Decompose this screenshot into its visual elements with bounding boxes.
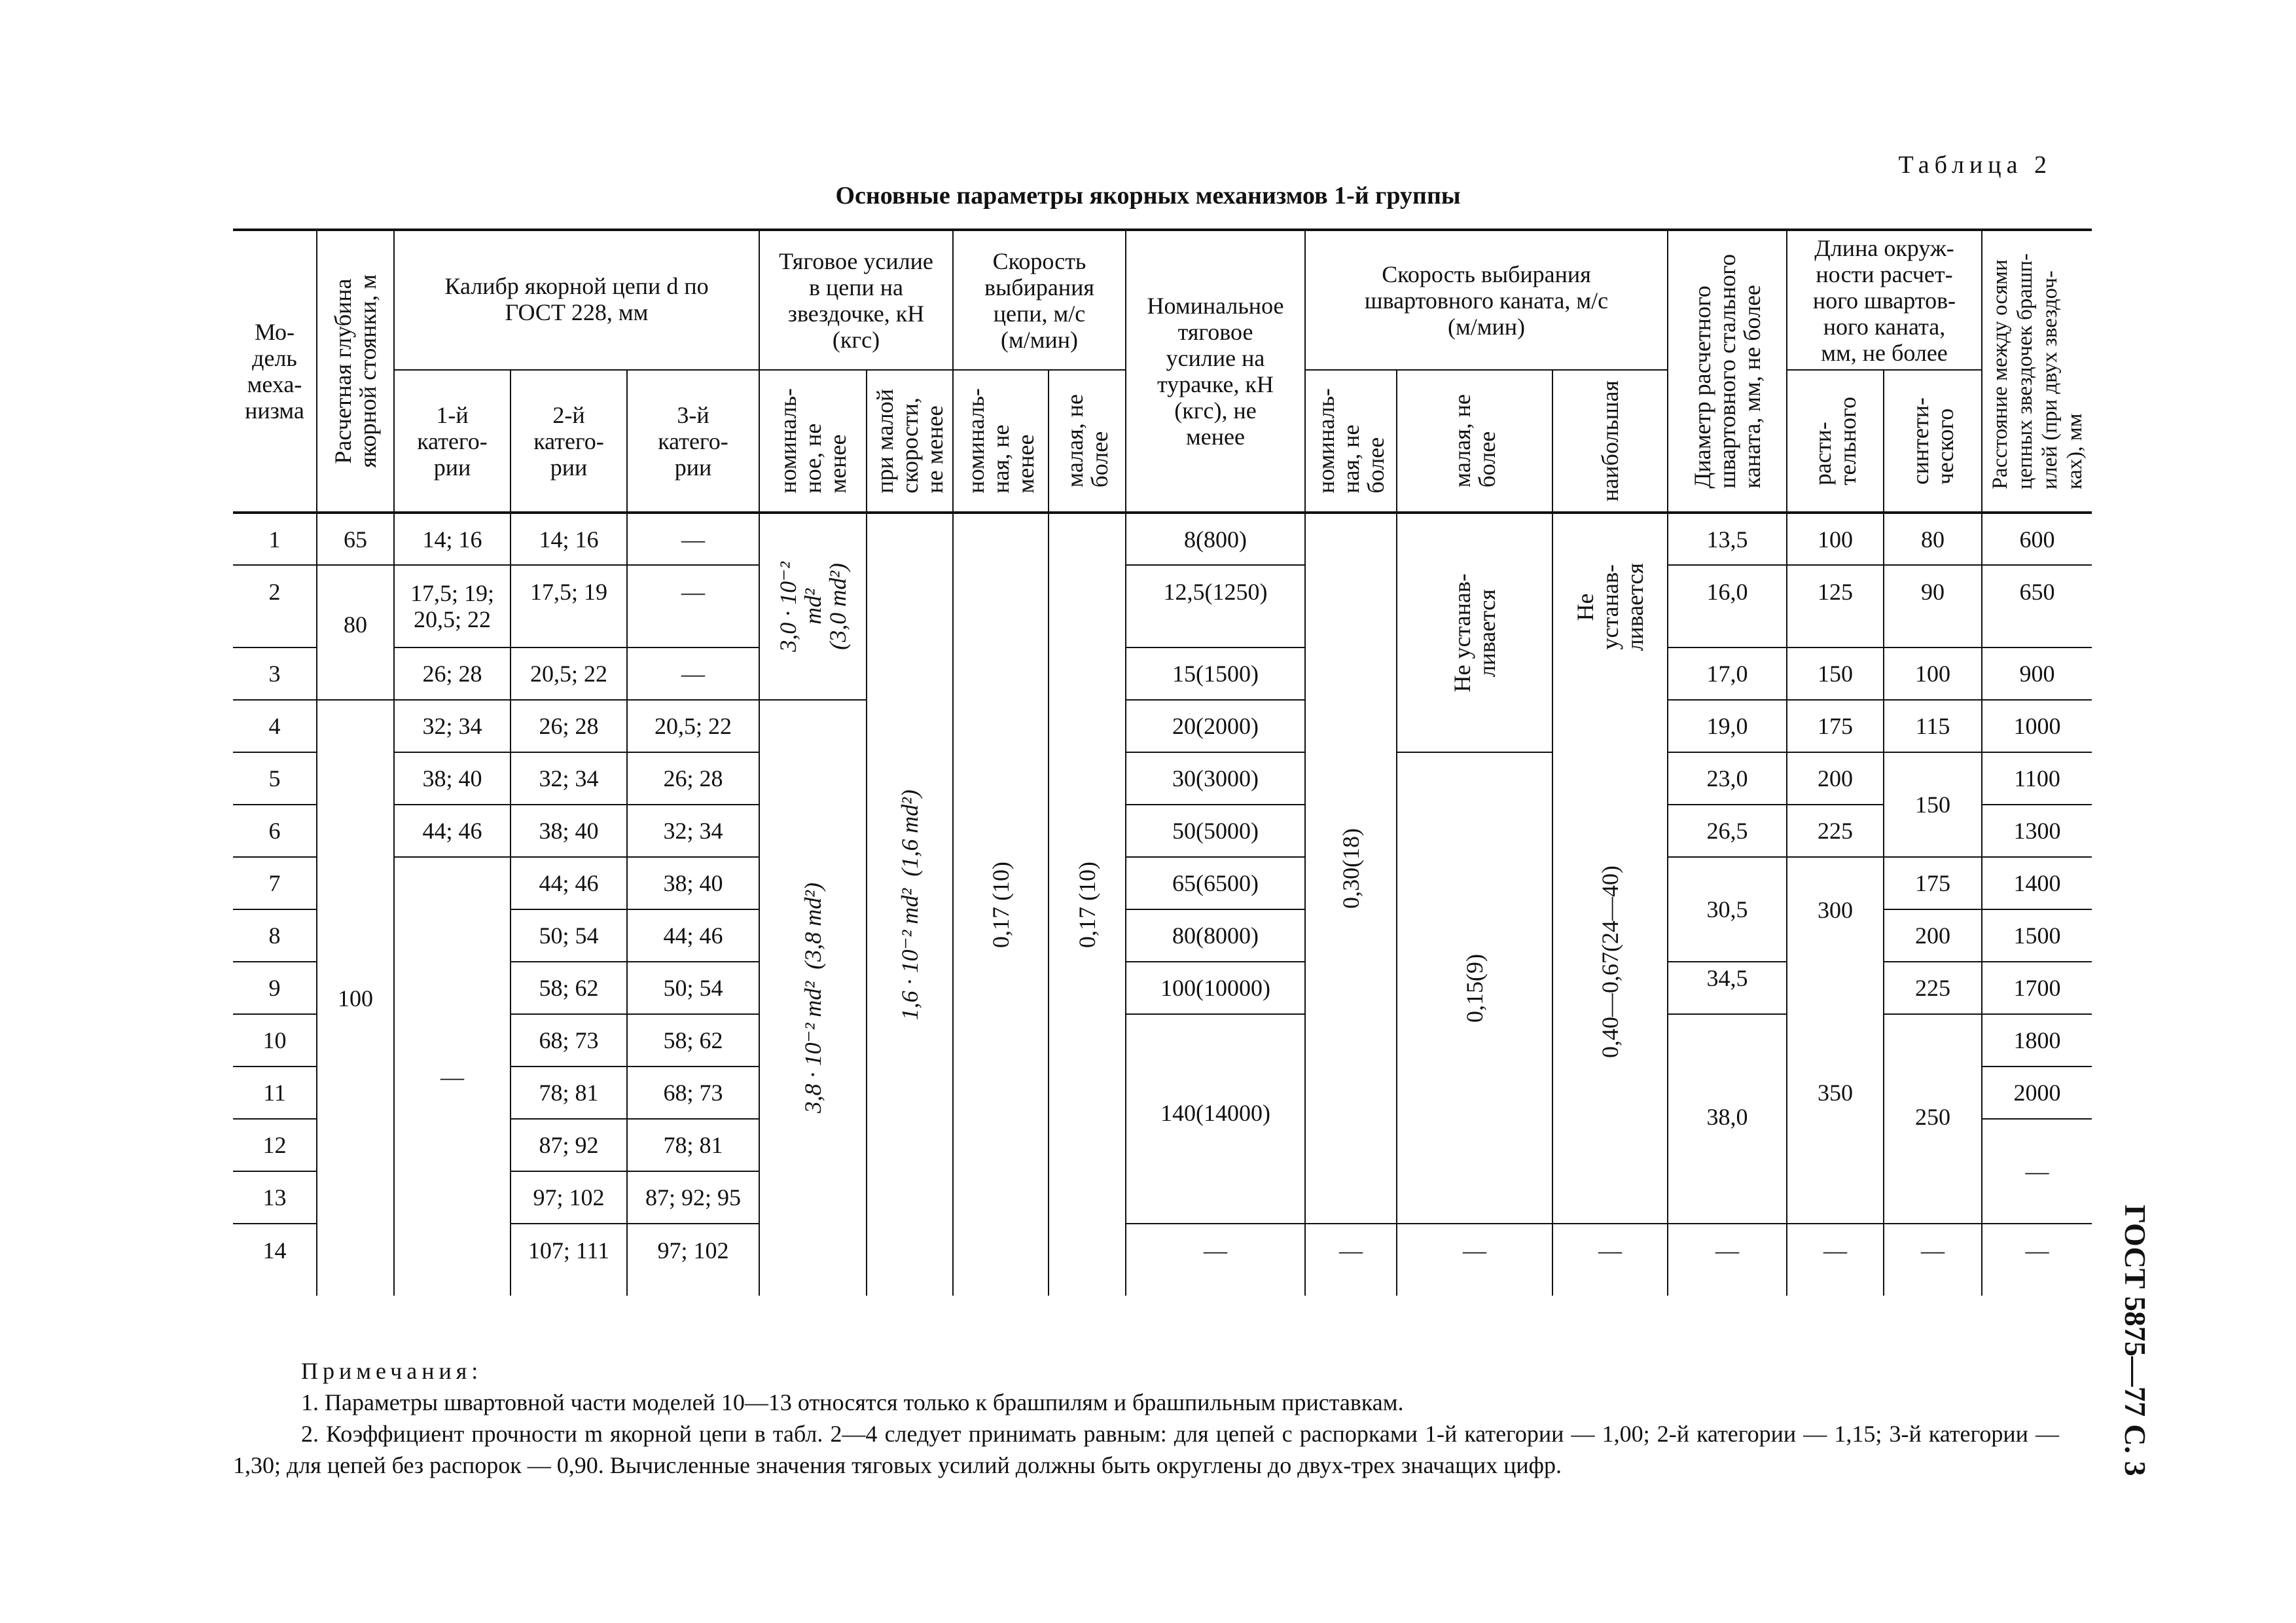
cat3-cell: 97; 102	[627, 1224, 759, 1296]
table-row	[233, 700, 2092, 752]
turachka-cell: 8(800)	[1126, 513, 1305, 565]
cat1-cell: 38; 40	[394, 752, 511, 805]
header-row-1	[233, 230, 2092, 370]
model-cell: 1	[233, 513, 317, 565]
note-item: 1. Параметры швартовной части моделей 10—13 относятся только к брашпилям и брашпильным приставкам.	[301, 1389, 1404, 1415]
cat3-cell: 44; 46	[627, 909, 759, 962]
standard-page-label: ГОСТ 5875—77 С. 3	[2119, 1205, 2152, 1476]
plant-cell: 125	[1787, 565, 1884, 647]
turachka-cell: 80(8000)	[1126, 909, 1305, 962]
cat3-cell: 20,5; 22	[627, 700, 759, 752]
header-cat2: 2-й катего- рии	[511, 370, 627, 513]
distance-cell: 1700	[1982, 962, 2092, 1014]
table-row	[233, 565, 2092, 647]
header-rope-diameter: Диаметр расчетного швартовного стального каната, мм, не более	[1668, 230, 1787, 513]
header-moor-nominal: номиналь- ная, не более	[1305, 370, 1397, 513]
cat2-cell: 44; 46	[511, 857, 627, 909]
header-speed-nominal: номиналь- ная, не менее	[953, 370, 1049, 513]
header-model: Мо- дель меха- низма	[233, 230, 317, 513]
distance-cell: 1000	[1982, 700, 2092, 752]
distance-cell: 1300	[1982, 805, 2092, 857]
turachka-cell: 12,5(1250)	[1126, 565, 1305, 647]
cat2-cell: 26; 28	[511, 700, 627, 752]
rope-cell: —	[1668, 1224, 1787, 1296]
plant-cell: 150	[1787, 647, 1884, 700]
notes-block	[233, 1355, 2059, 1481]
distance-cell: 1800	[1982, 1014, 2092, 1067]
model-cell: 11	[233, 1067, 317, 1119]
cat3-cell: 58; 62	[627, 1014, 759, 1067]
model-cell: 10	[233, 1014, 317, 1067]
synth-cell: 175	[1884, 857, 1982, 909]
header-pull-nominal: номиналь- ное, не менее	[759, 370, 867, 513]
synth-cell: 100	[1884, 647, 1982, 700]
parameters-table	[233, 228, 2092, 1296]
synth-cell: —	[1884, 1224, 1982, 1296]
speed-low-merged: 0,17 (10)	[1049, 513, 1126, 1296]
header-turachka: Номинальное тяговое усилие на турачке, кН (кгс), не менее	[1126, 230, 1305, 513]
synth-cell: 115	[1884, 700, 1982, 752]
table-row	[233, 805, 2092, 857]
header-moor-max: наибольшая	[1552, 370, 1668, 513]
cat2-cell: 20,5; 22	[511, 647, 627, 700]
synth-cell: 90	[1884, 565, 1982, 647]
moor-max-merged-4-13: 0,40—0,67(24—40)	[1552, 700, 1668, 1224]
cat2-cell: 68; 73	[511, 1014, 627, 1067]
rope-cell: 19,0	[1668, 700, 1787, 752]
header-rope-length: Длина окруж- ности расчет- ного швартов- ного каната, мм, не более	[1787, 230, 1982, 370]
cat3-cell: —	[627, 647, 759, 700]
rope-cell: 13,5	[1668, 513, 1787, 565]
model-cell: 4	[233, 700, 317, 752]
distance-cell: 2000	[1982, 1067, 2092, 1119]
table-row	[233, 647, 2092, 700]
cat3-cell: —	[627, 513, 759, 565]
moor-nominal-cell: —	[1305, 1224, 1397, 1296]
header-caliber: Калибр якорной цепи d по ГОСТ 228, мм	[394, 230, 759, 370]
depth-merged-80: 80	[317, 565, 394, 700]
header-pull: Тяговое усилие в цепи на звездочке, кН (кгс)	[759, 230, 953, 370]
turachka-cell: 65(6500)	[1126, 857, 1305, 909]
cat2-cell: 14; 16	[511, 513, 627, 565]
moor-max-merged-1-3: Не устанав- ливается	[1552, 513, 1668, 700]
synth-cell: 80	[1884, 513, 1982, 565]
model-cell: 14	[262, 1237, 287, 1264]
depth-merged-100: 100	[317, 700, 394, 1296]
cat2-cell: 87; 92	[511, 1119, 627, 1171]
turachka-cell: 15(1500)	[1126, 647, 1305, 700]
model-cell: 9	[233, 962, 317, 1014]
cat3-cell: 87; 92; 95	[627, 1171, 759, 1224]
plant-merged-7-8: 300	[1787, 857, 1884, 962]
cat3-cell: 78; 81	[627, 1119, 759, 1171]
cat2-cell: 17,5; 19	[511, 565, 627, 647]
model-cell: 5	[233, 752, 317, 805]
header-length-synth: синтети- ческого	[1884, 370, 1982, 513]
rope-merged-7-8: 30,5	[1668, 857, 1787, 962]
rope-merged-10-13: 38,0	[1668, 1014, 1787, 1224]
cat3-cell: 38; 40	[627, 857, 759, 909]
pull-nominal-merged-1-3: 3,0 · 10⁻² md² (3,0 md²)	[759, 513, 867, 700]
cat2-cell: 32; 34	[511, 752, 627, 805]
rope-cell: 17,0	[1668, 647, 1787, 700]
model-cell: 6	[233, 805, 317, 857]
turachka-merged-10-13: 140(14000)	[1126, 1014, 1305, 1224]
turachka-cell: 100(10000)	[1126, 962, 1305, 1014]
plant-cell: 200	[1787, 752, 1884, 805]
pull-low-merged: 1,6 · 10⁻² md² (1,6 md²)	[867, 513, 953, 1296]
table-row	[233, 752, 2092, 805]
header-moor-low: малая, не более	[1397, 370, 1552, 513]
header-depth: Расчетная глубина якорной стоянки, м	[317, 230, 394, 513]
model-cell: 7	[233, 857, 317, 909]
distance-cell: 1500	[1982, 909, 2092, 962]
header-cat1: 1-й катего- рии	[394, 370, 511, 513]
moor-low-merged-1-4: Не устанав- ливается	[1397, 513, 1552, 752]
moor-low-merged-5-13: 0,15(9)	[1397, 752, 1552, 1224]
header-speed-low: малая, не более	[1049, 370, 1126, 513]
cat3-cell: 32; 34	[627, 805, 759, 857]
cat1-cell: 14; 16	[394, 513, 511, 565]
table-row	[233, 513, 2092, 565]
rope-cell: 16,0	[1668, 565, 1787, 647]
table-row	[233, 1224, 2092, 1296]
header-pull-low: при малой скорости, не менее	[867, 370, 953, 513]
cat1-merged-dash: —	[394, 857, 511, 1296]
synth-cell: 225	[1884, 962, 1982, 1014]
header-distance: Расстояние между осями цепных звездочек брашп- илей (при двух звездоч- ках), мм	[1982, 230, 2092, 513]
notes-title: Примечания:	[301, 1358, 483, 1384]
cat1-cell: 26; 28	[394, 647, 511, 700]
turachka-cell: 30(3000)	[1126, 752, 1305, 805]
cat2-cell: 38; 40	[511, 805, 627, 857]
moor-nominal-merged: 0,30(18)	[1305, 513, 1397, 1224]
plant-cell: —	[1787, 1224, 1884, 1296]
distance-cell: 1100	[1982, 752, 2092, 805]
header-length-plant: расти- тельного	[1787, 370, 1884, 513]
moor-low-cell: —	[1397, 1224, 1552, 1296]
model-cell: 2	[233, 565, 317, 647]
cat2-cell: 58; 62	[511, 962, 627, 1014]
distance-cell: 900	[1982, 647, 2092, 700]
cat3-cell: —	[627, 565, 759, 647]
distance-cell: —	[1982, 1224, 2092, 1296]
turachka-cell: 50(5000)	[1126, 805, 1305, 857]
synth-merged-5-6: 150	[1884, 752, 1982, 857]
cat2-cell: 78; 81	[511, 1067, 627, 1119]
plant-cell: 225	[1787, 805, 1884, 857]
model-cell: 12	[233, 1119, 317, 1171]
cat2-cell: 107; 111	[511, 1224, 627, 1296]
speed-nominal-merged: 0,17 (10)	[953, 513, 1049, 1296]
pull-nominal-merged-4-14: 3,8 · 10⁻² md² (3,8 md²)	[759, 700, 867, 1296]
depth-cell: 65	[317, 513, 394, 565]
moor-max-cell: —	[1552, 1224, 1668, 1296]
model-cell: 3	[233, 647, 317, 700]
cat3-cell: 68; 73	[627, 1067, 759, 1119]
model-cell: 13	[233, 1171, 317, 1224]
table-number-label: Таблица 2	[1898, 151, 2052, 179]
cat1-cell: 32; 34	[394, 700, 511, 752]
table-caption: Основные параметры якорных механизмов 1-й группы	[835, 182, 1461, 210]
synth-cell: 200	[1884, 909, 1982, 962]
table-row	[233, 962, 2092, 1014]
cat1-cell: 17,5; 19; 20,5; 22	[394, 565, 511, 647]
turachka-cell: 20(2000)	[1126, 700, 1305, 752]
cat1-cell: 44; 46	[394, 805, 511, 857]
plant-cell: 100	[1787, 513, 1884, 565]
header-cat3: 3-й катего- рии	[627, 370, 759, 513]
cat3-cell: 26; 28	[627, 752, 759, 805]
distance-cell: 1400	[1982, 857, 2092, 909]
distance-cell: 650	[1982, 565, 2092, 647]
turachka-cell: —	[1126, 1224, 1305, 1296]
note-item: 2. Коэффициент прочности m якорной цепи в табл. 2—4 следует принимать равным: для цепей с распорками 1-й категории — 1,00; 2-й категории — 1,15; 3-й категории — 1,30; для цепей без распорок — 0,90. Вычисленные значения тяговых усилий должны быть округлены до двух-трех значащих цифр.	[233, 1421, 2059, 1478]
table-row	[233, 857, 2092, 909]
rope-cell: 23,0	[1668, 752, 1787, 805]
rope-cell: 34,5	[1668, 962, 1787, 1014]
plant-cell: 175	[1787, 700, 1884, 752]
header-chain-speed: Скорость выбирания цепи, м/с (м/мин)	[953, 230, 1126, 370]
rope-cell: 26,5	[1668, 805, 1787, 857]
model-cell: 8	[233, 909, 317, 962]
synth-merged-10-13: 250	[1884, 1014, 1982, 1224]
cat2-cell: 50; 54	[511, 909, 627, 962]
header-mooring-speed: Скорость выбирания швартовного каната, м/с (м/мин)	[1305, 230, 1668, 370]
plant-merged-9-13: 350	[1787, 962, 1884, 1224]
cat2-cell: 97; 102	[511, 1171, 627, 1224]
distance-merged-12-13: —	[1982, 1119, 2092, 1224]
distance-cell: 600	[1982, 513, 2092, 565]
cat3-cell: 50; 54	[627, 962, 759, 1014]
